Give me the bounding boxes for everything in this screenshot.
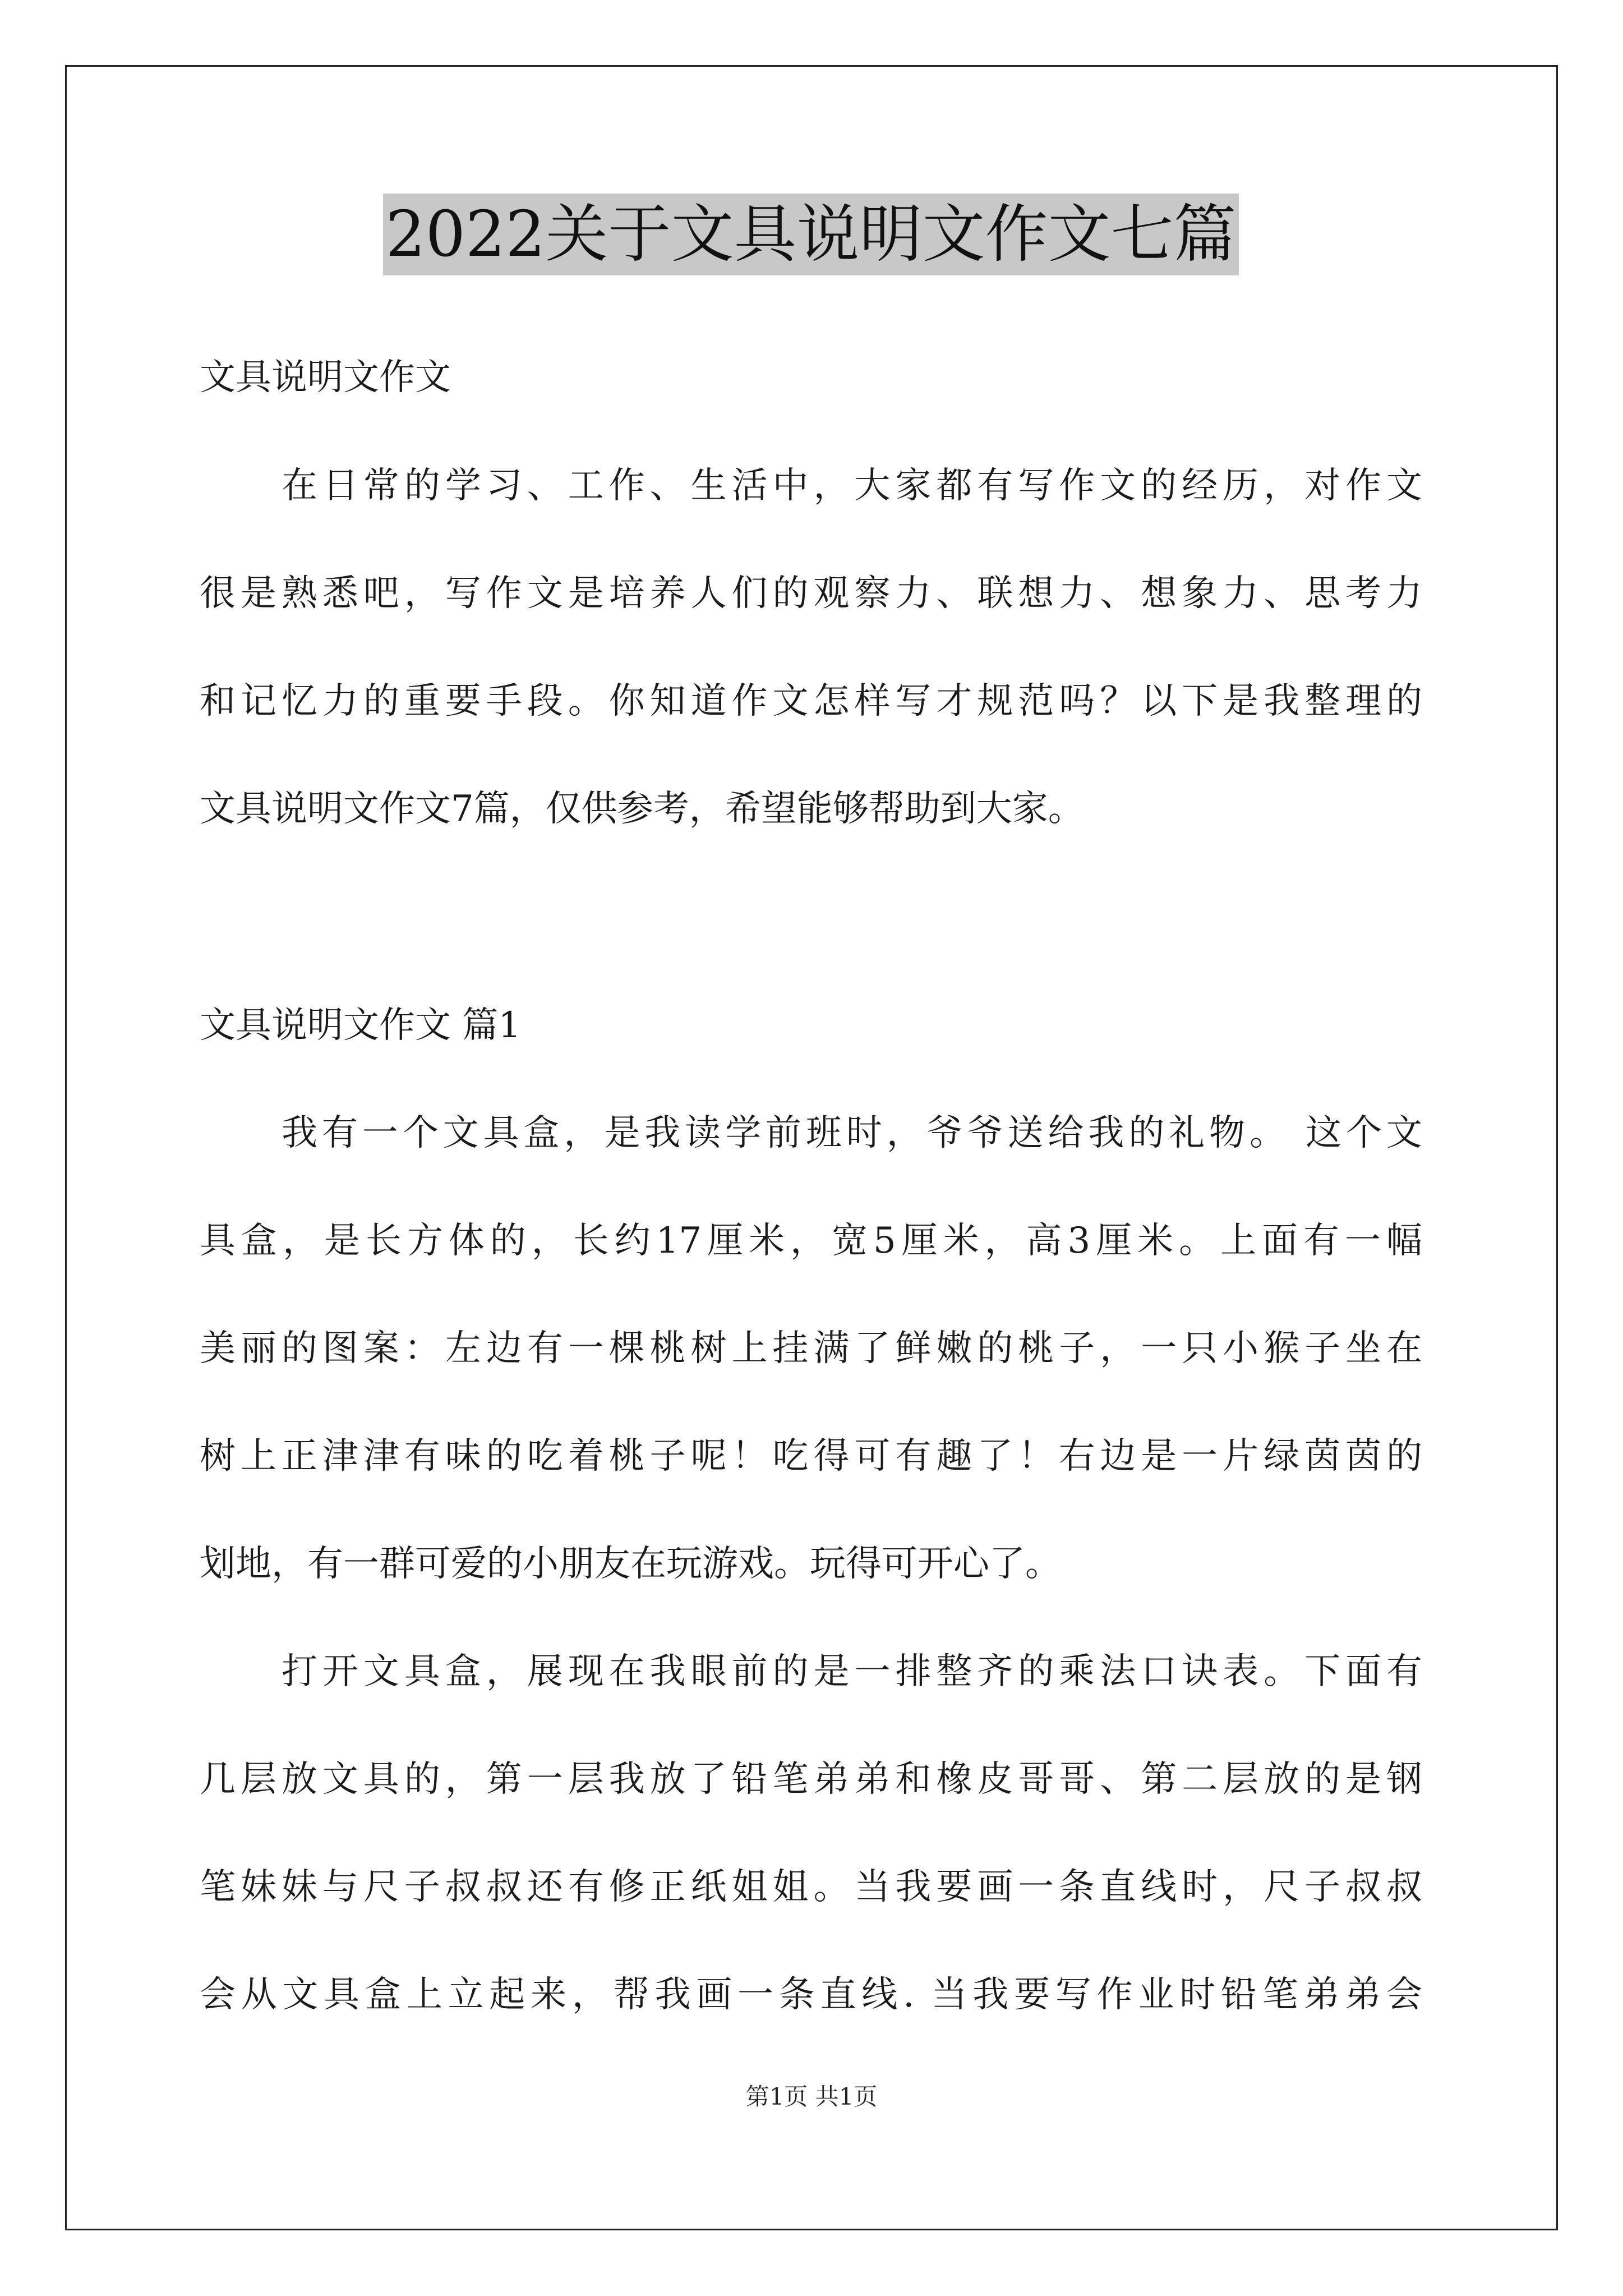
intro-line: 在日常的学习、工作、生活中，大家都有写作文的经历，对作文 <box>282 465 1422 507</box>
intro-line: 很是熟悉吧，写作文是培养人们的观察力、联想力、想象力、思考力 <box>200 573 1422 614</box>
paragraph-line: 打开文具盒，展现在我眼前的是一排整齐的乘法口诀表。下面有 <box>282 1651 1422 1692</box>
page-footer: 第1页 共1页 <box>745 2083 878 2110</box>
intro-heading: 文具说明文作文 <box>200 357 451 398</box>
paragraph-line: 我有一个文具盒，是我读学前班时，爷爷送给我的礼物。 这个文 <box>282 1112 1422 1154</box>
paragraph-line: 树上正津津有味的吃着桃子呢！吃得可有趣了！右边是一片绿茵茵的 <box>200 1435 1422 1477</box>
paragraph-line: 具盒，是长方体的，长约17厘米，宽5厘米，高3厘米。上面有一幅 <box>200 1220 1422 1262</box>
intro-line: 和记忆力的重要手段。你知道作文怎样写才规范吗？以下是我整理的 <box>200 680 1422 722</box>
paragraph-line: 几层放文具的，第一层我放了铅笔弟弟和橡皮哥哥、第二层放的是钢 <box>200 1759 1422 1800</box>
paragraph-line: 笔妹妹与尺子叔叔还有修正纸姐姐。当我要画一条直线时，尺子叔叔 <box>200 1866 1422 1908</box>
document-title: 2022关于文具说明文作文七篇 <box>383 194 1238 275</box>
paragraph-line: 划地，有一群可爱的小朋友在玩游戏。玩得可开心了。 <box>200 1543 1061 1585</box>
paragraph-line: 会从文具盒上立起来，帮我画一条直线. 当我要写作业时铅笔弟弟会 <box>200 1974 1422 2016</box>
intro-line: 文具说明文作文7篇，仅供参考，希望能够帮助到大家。 <box>200 788 1084 830</box>
title-block <box>200 194 1422 275</box>
paragraph-line: 美丽的图案：左边有一棵桃树上挂满了鲜嫩的桃子，一只小猴子坐在 <box>200 1328 1422 1369</box>
section-heading: 文具说明文作文 篇1 <box>200 1005 522 1046</box>
